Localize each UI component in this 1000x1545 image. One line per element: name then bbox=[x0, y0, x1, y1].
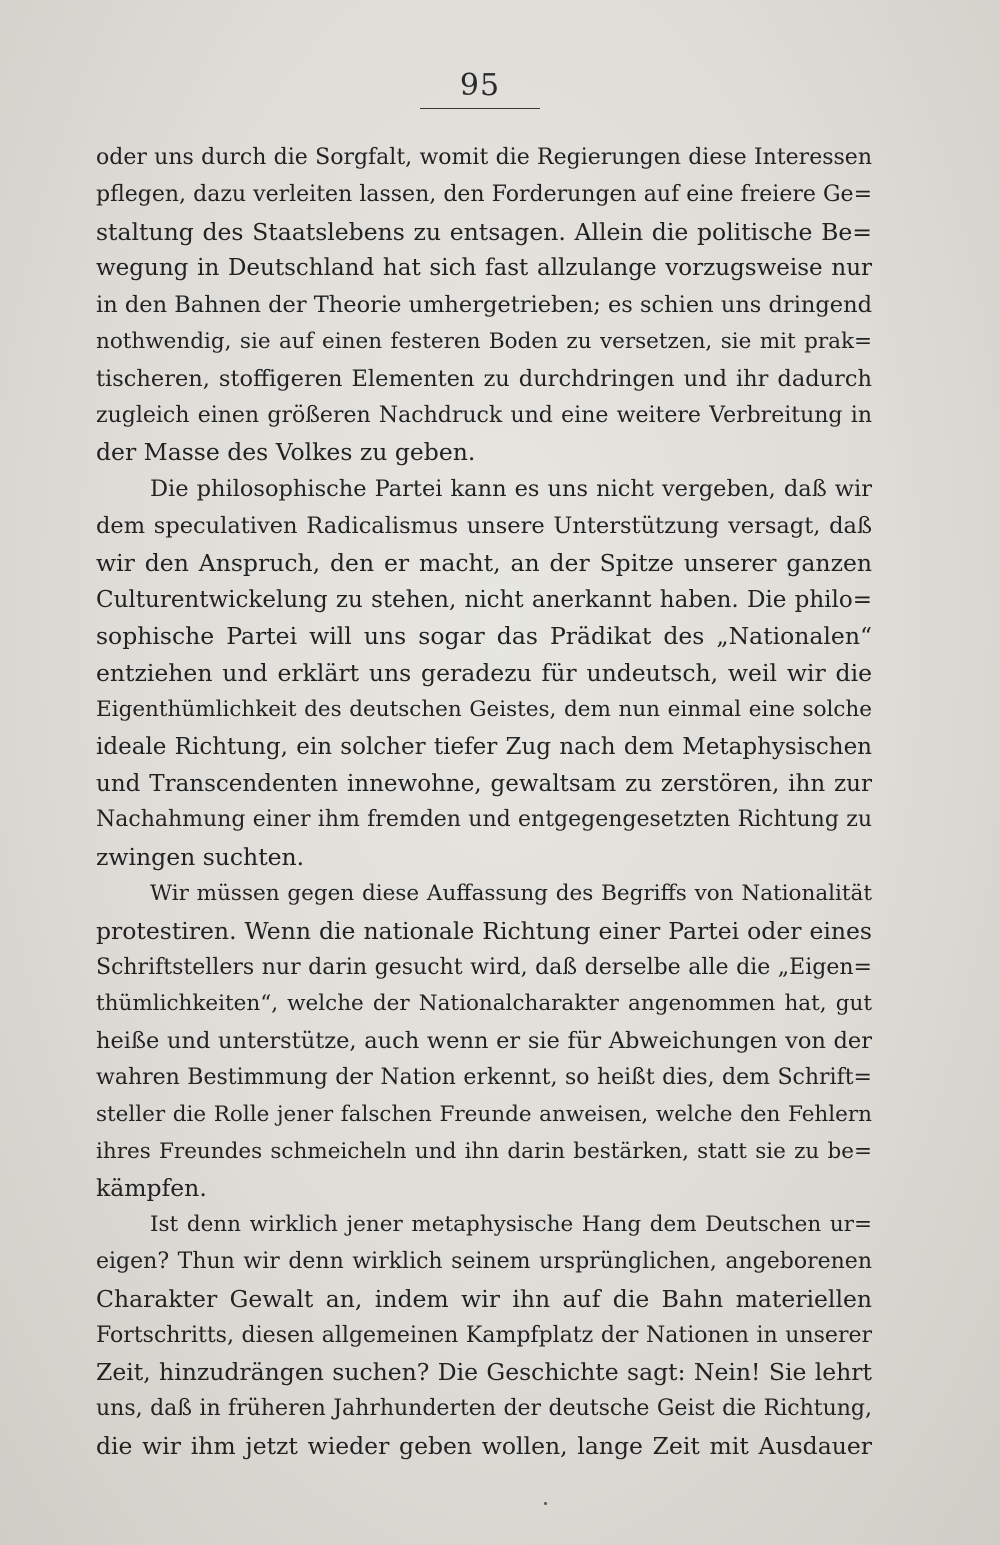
text-line: Schriftstellers nur darin gesucht wird, daß derselbe alle die „Eigen= bbox=[96, 954, 872, 980]
text-line: der Masse des Volkes zu geben. bbox=[96, 438, 476, 467]
text-line: protestiren. Wenn die nationale Richtung einer Partei oder eines bbox=[96, 916, 872, 945]
text-line: steller die Rolle jener falschen Freunde anweisen, welche den Fehlern bbox=[96, 1101, 872, 1127]
text-line: Fortschritts, diesen allgemeinen Kampfplatz der Nationen in unserer bbox=[96, 1322, 872, 1348]
paragraph bbox=[96, 876, 872, 1207]
text-line: heiße und unterstütze, auch wenn er sie für Abweichungen von der bbox=[96, 1028, 872, 1055]
text-line: wahren Bestimmung der Nation erkennt, so heißt dies, dem Schrift= bbox=[96, 1064, 872, 1090]
header-rule bbox=[420, 108, 540, 109]
text-line: thümlichkeiten“, welche der Nationalcharakter angenommen hat, gut bbox=[96, 991, 872, 1017]
text-line: oder uns durch die Sorgfalt, womit die Regierungen diese Interessen bbox=[96, 145, 872, 170]
text-line: dem speculativen Radicalismus unsere Unterstützung versagt, daß bbox=[96, 512, 872, 539]
text-line: Charakter Gewalt an, indem wir ihn auf die Bahn materiellen bbox=[96, 1284, 872, 1313]
text-line: tischeren, stoffigeren Elementen zu durchdringen und ihr dadurch bbox=[96, 365, 872, 392]
text-line: ihres Freundes schmeicheln und ihn darin bestärken, statt sie zu be= bbox=[96, 1138, 872, 1164]
text-line: uns, daß in früheren Jahrhunderten der deutsche Geist die Richtung, bbox=[96, 1396, 872, 1422]
text-line: pflegen, dazu verleiten lassen, den Forderungen auf eine freiere Ge= bbox=[96, 181, 872, 207]
body-text bbox=[96, 140, 872, 1465]
text-line: Nachahmung einer ihm fremden und entgegengesetzten Richtung zu bbox=[96, 807, 872, 833]
text-line: und Transcendenten innewohne, gewaltsam zu zerstören, ihn zur bbox=[96, 770, 872, 797]
text-line: zwingen suchten. bbox=[96, 843, 305, 872]
text-line: kämpfen. bbox=[96, 1174, 207, 1203]
text-line: Zeit, hinzudrängen suchen? Die Geschichte sagt: Nein! Sie lehrt bbox=[96, 1358, 872, 1387]
text-line: entziehen und erklärt uns geradezu für undeutsch, weil wir die bbox=[96, 659, 872, 688]
page-number: 95 bbox=[459, 68, 501, 103]
text-line: zugleich einen größeren Nachdruck und eine weitere Verbreitung in bbox=[96, 402, 872, 428]
text-line: in den Bahnen der Theorie umhergetrieben; es schien uns dringend bbox=[96, 292, 872, 319]
text-line: wegung in Deutschland hat sich fast allzulange vorzugsweise nur bbox=[96, 255, 872, 282]
text-line: eigen? Thun wir denn wirklich seinem ursprünglichen, angeborenen bbox=[96, 1248, 872, 1274]
text-line: Culturentwickelung zu stehen, nicht anerkannt haben. Die philo= bbox=[96, 586, 872, 613]
text-line: sophische Partei will uns sogar das Prädikat des „Nationalen“ bbox=[96, 622, 872, 651]
text-line: wir den Anspruch, den er macht, an der Spitze unserer ganzen bbox=[96, 548, 872, 577]
text-line: nothwendig, sie auf einen festeren Boden zu versetzen, sie mit prak= bbox=[96, 328, 872, 354]
paper-speck bbox=[544, 1502, 547, 1505]
text-line: Eigenthümlichkeit des deutschen Geistes, dem nun einmal eine solche bbox=[96, 696, 872, 722]
paragraph bbox=[96, 140, 872, 471]
text-line: die wir ihm jetzt wieder geben wollen, lange Zeit mit Ausdauer bbox=[96, 1431, 872, 1460]
text-line: Die philosophische Partei kann es uns nicht vergeben, daß wir bbox=[150, 476, 872, 503]
paragraph bbox=[96, 471, 872, 876]
text-line: Ist denn wirklich jener metaphysische Hang dem Deutschen ur= bbox=[150, 1212, 872, 1238]
text-line: staltung des Staatslebens zu entsagen. Allein die politische Be= bbox=[96, 217, 872, 246]
text-line: ideale Richtung, ein solcher tiefer Zug nach dem Metaphysischen bbox=[96, 733, 872, 760]
paragraph bbox=[96, 1207, 872, 1465]
text-line: Wir müssen gegen diese Auffassung des Begriffs von Nationalität bbox=[150, 880, 872, 906]
